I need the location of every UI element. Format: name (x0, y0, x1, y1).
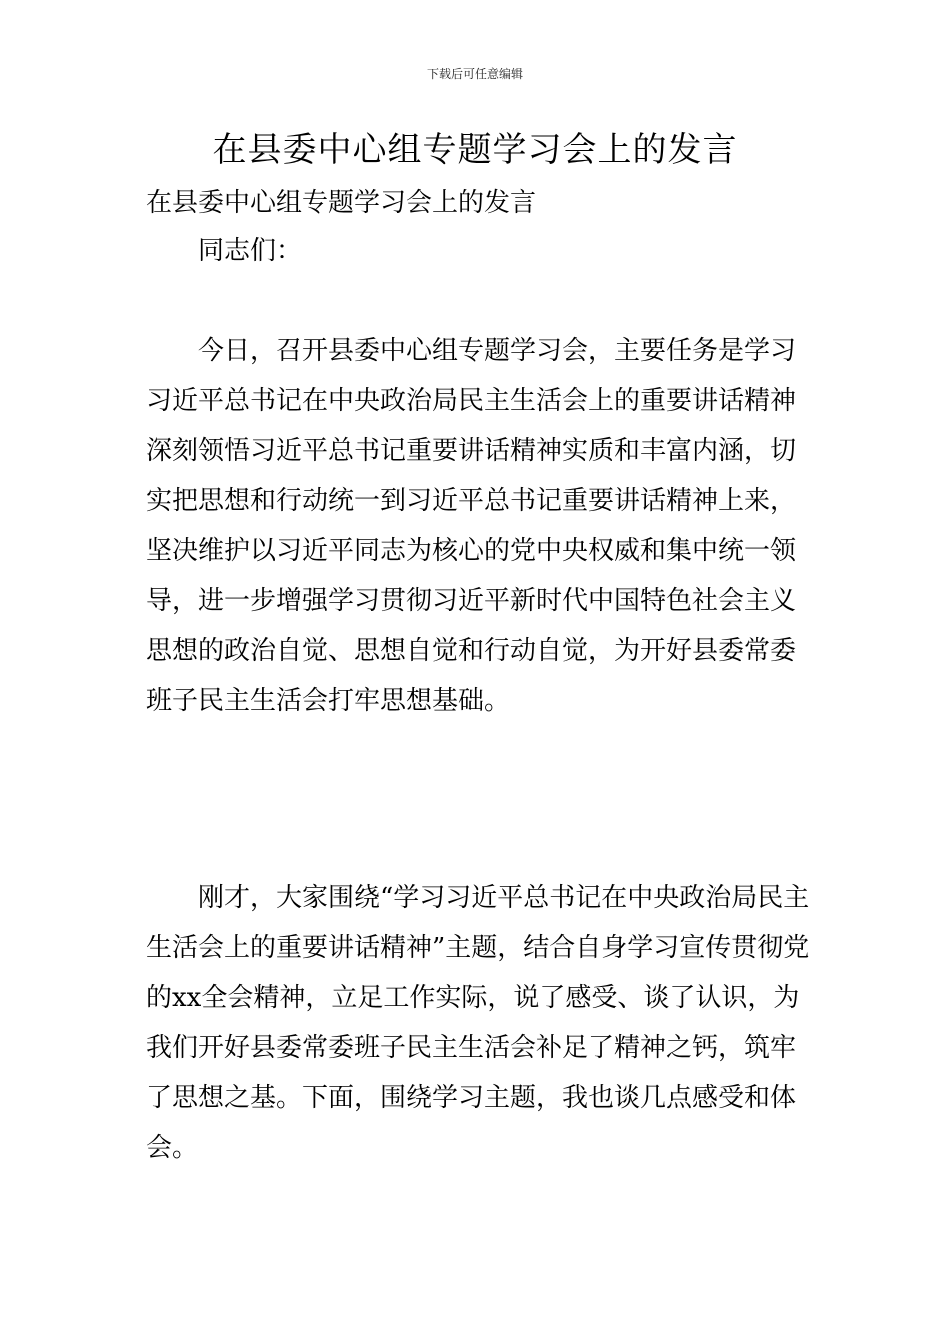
paragraph-2: 刚才，大家围绕“学习习近平总书记在中央政治局民主生活会上的重要讲话精神”主题，结合自身学习宣传贯彻党的xx全会精神，立足工作实际，说了感受、谈了认识，为我们开好县委常委班子民主生活会补足了精神之钙，筑牢了思想之基。下面，围绕学习主题，我也谈几点感受和体会。 (146, 883, 810, 1163)
document-title: 在县委中心组专题学习会上的发言 (212, 130, 738, 170)
paragraph-1: 今日，召开县委中心组专题学习会，主要任务是学习习近平总书记在中央政治局民主生活会上的重要讲话精神深刻领悟习近平总书记重要讲话精神实质和丰富内涵，切实把思想和行动统一到习近平总书记重要讲话精神上来，坚决维护以习近平同志为核心的党中央权威和集中统一领导，进一步增强学习贯彻习近平新时代中国特色社会主义思想的政治自觉、思想自觉和行动自觉，为开好县委常委班子民主生活会打牢思想基础。 (146, 336, 797, 716)
page-header-note: 下载后可任意编辑 (426, 67, 523, 81)
greeting: 同志们： (198, 236, 303, 266)
document-subtitle: 在县委中心组专题学习会上的发言 (146, 188, 537, 218)
